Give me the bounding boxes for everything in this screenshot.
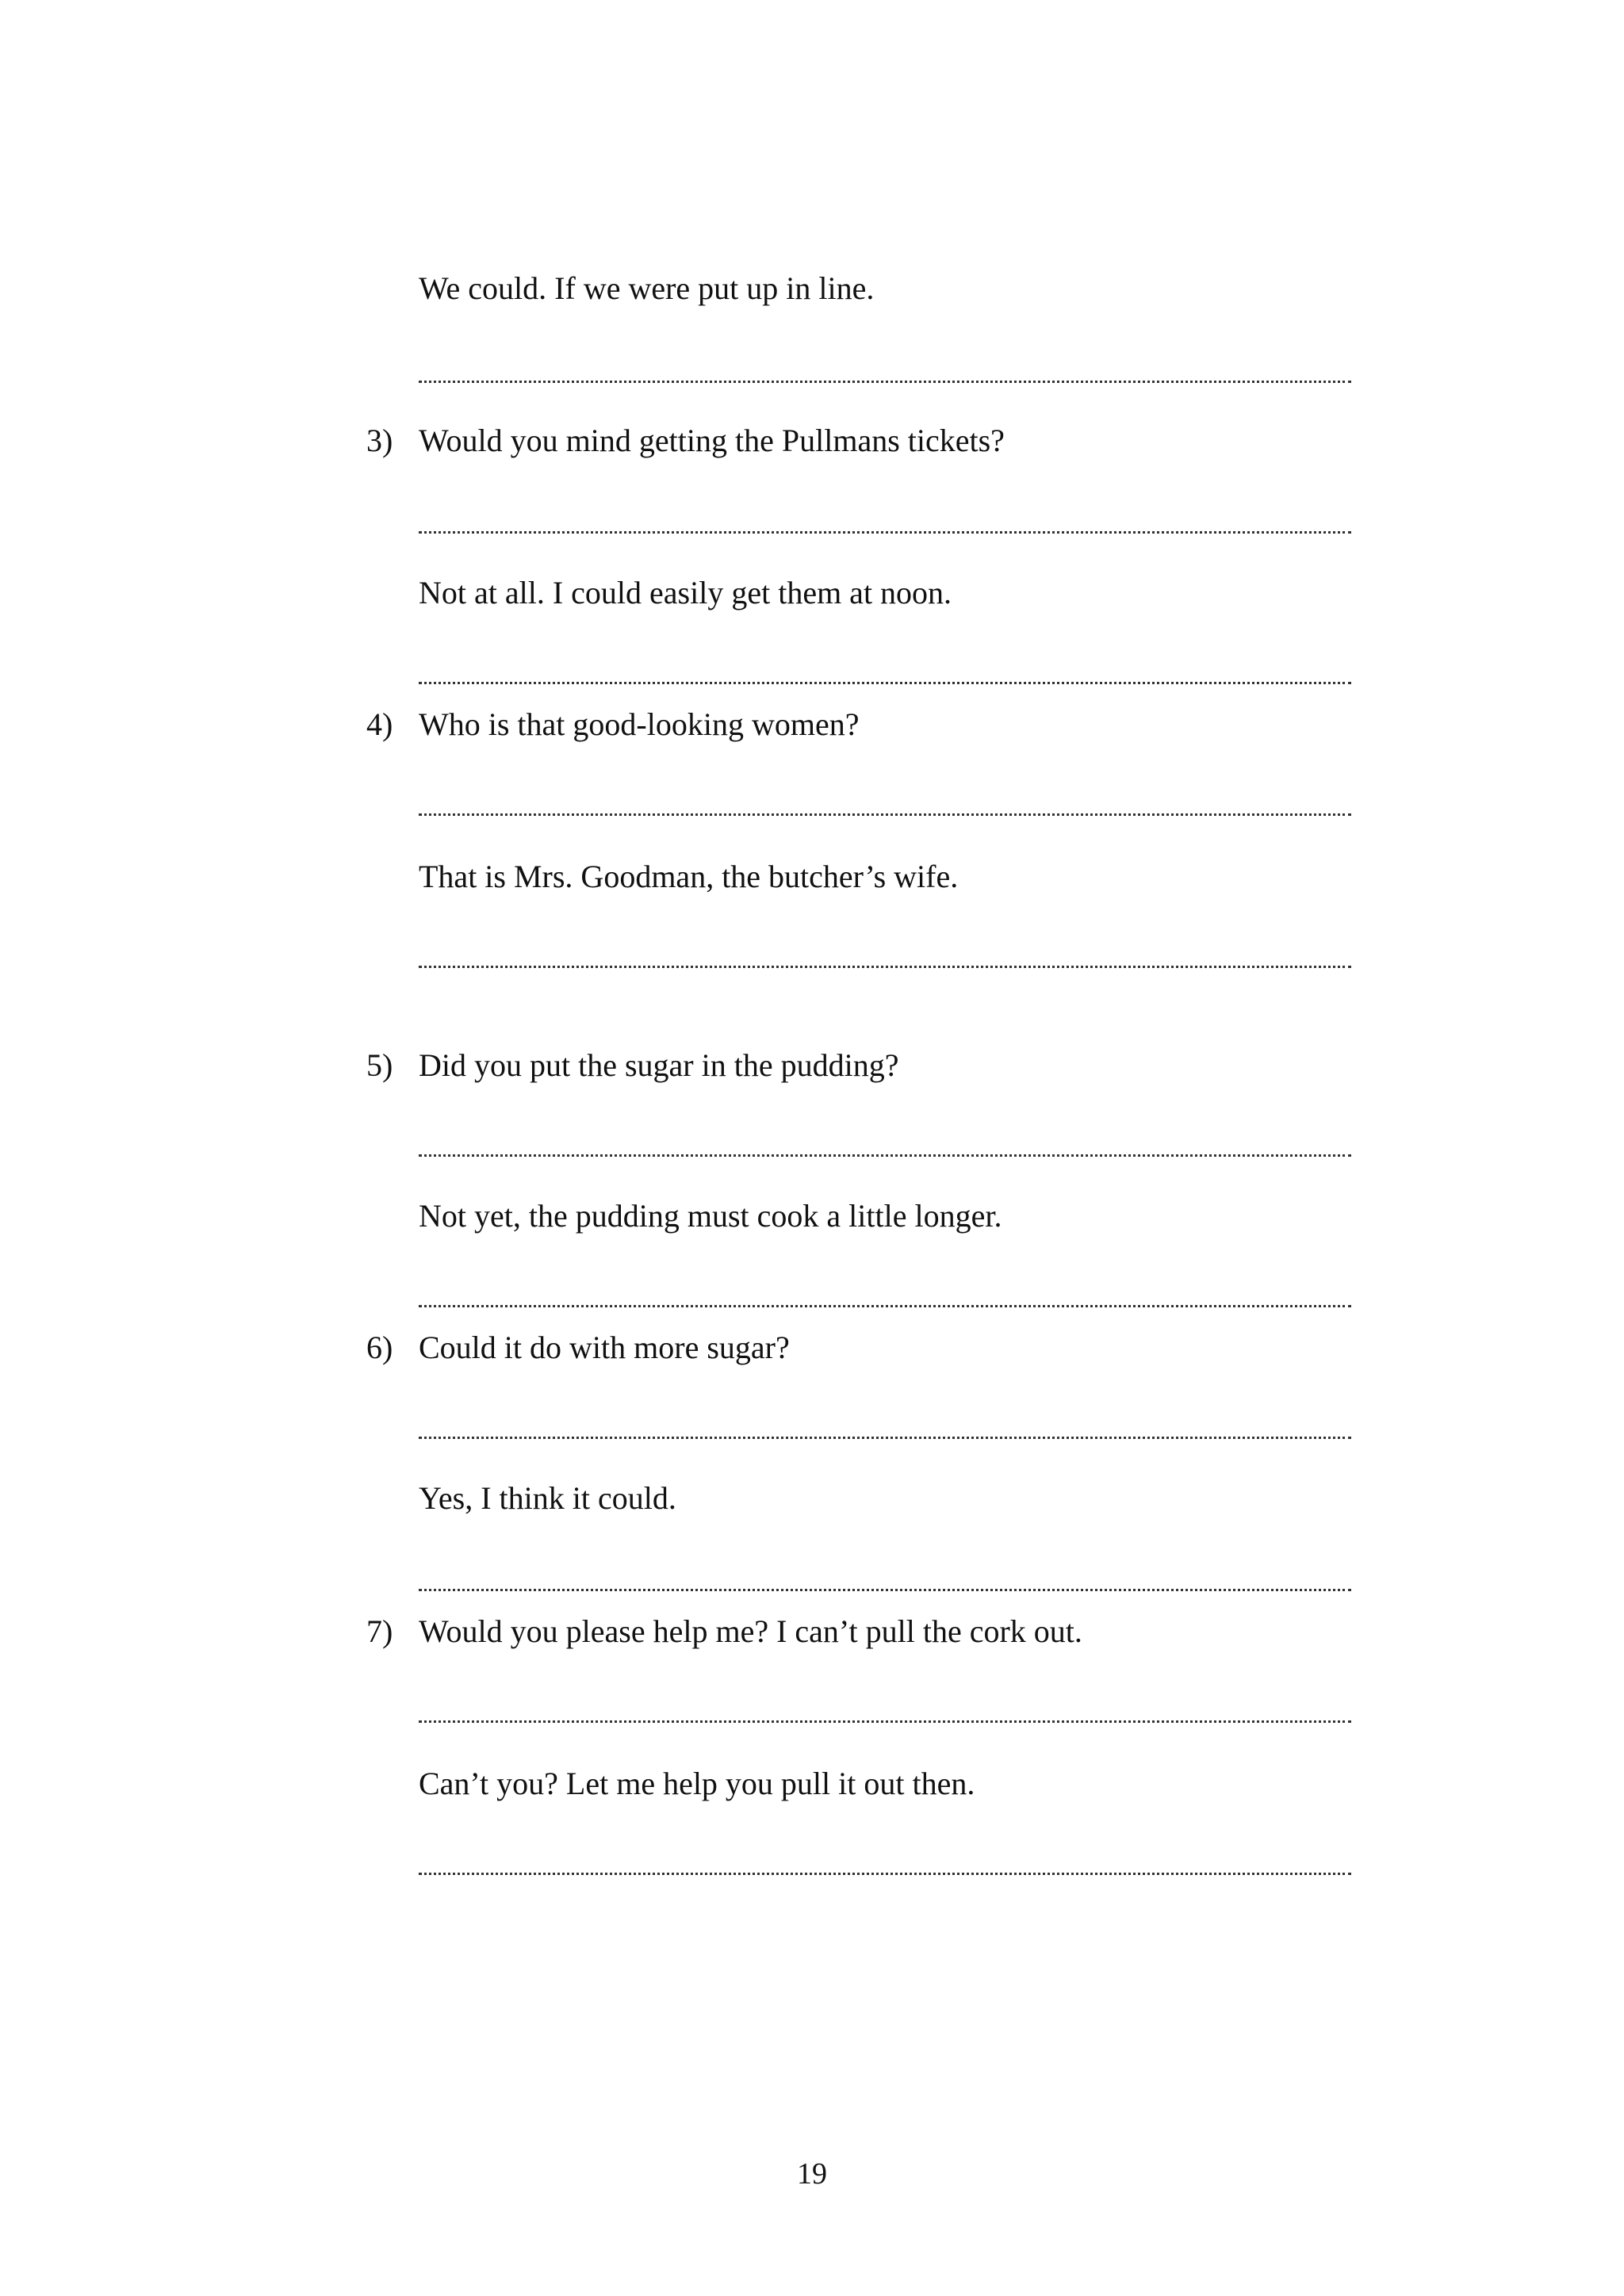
answer-text: Can’t you? Let me help you pull it out then. [419, 1766, 975, 1801]
question-writing-line [419, 813, 1351, 816]
answer-writing-line [419, 1873, 1351, 1875]
question-text: Could it do with more sugar? [419, 1330, 790, 1365]
question-writing-line [419, 531, 1351, 534]
question-text: Would you please help me? I can’t pull the cork out. [419, 1613, 1082, 1649]
question-text: Would you mind getting the Pullmans tickets? [419, 423, 1005, 458]
question-number: 6) [366, 1330, 393, 1365]
answer-writing-line [419, 682, 1351, 684]
question-number: 5) [366, 1047, 393, 1083]
question-writing-line [419, 1154, 1351, 1157]
answer-text: Not yet, the pudding must cook a little longer. [419, 1198, 1002, 1234]
answer-text: Not at all. I could easily get them at noon. [419, 575, 952, 610]
question-number: 4) [366, 706, 393, 742]
question-number: 3) [366, 423, 393, 458]
question-writing-line [419, 1437, 1351, 1439]
answer-writing-line [419, 1589, 1351, 1591]
answer-writing-line [419, 966, 1351, 968]
answer-writing-line [419, 381, 1351, 383]
answer-text: That is Mrs. Goodman, the butcher’s wife. [419, 859, 959, 894]
question-text: Did you put the sugar in the pudding? [419, 1047, 899, 1083]
page-number: 19 [797, 2157, 827, 2191]
question-writing-line [419, 1720, 1351, 1723]
answer-text: We could. If we were put up in line. [419, 270, 875, 306]
question-text: Who is that good-looking women? [419, 706, 860, 742]
answer-writing-line [419, 1305, 1351, 1307]
question-number: 7) [366, 1613, 393, 1649]
answer-text: Yes, I think it could. [419, 1480, 676, 1516]
